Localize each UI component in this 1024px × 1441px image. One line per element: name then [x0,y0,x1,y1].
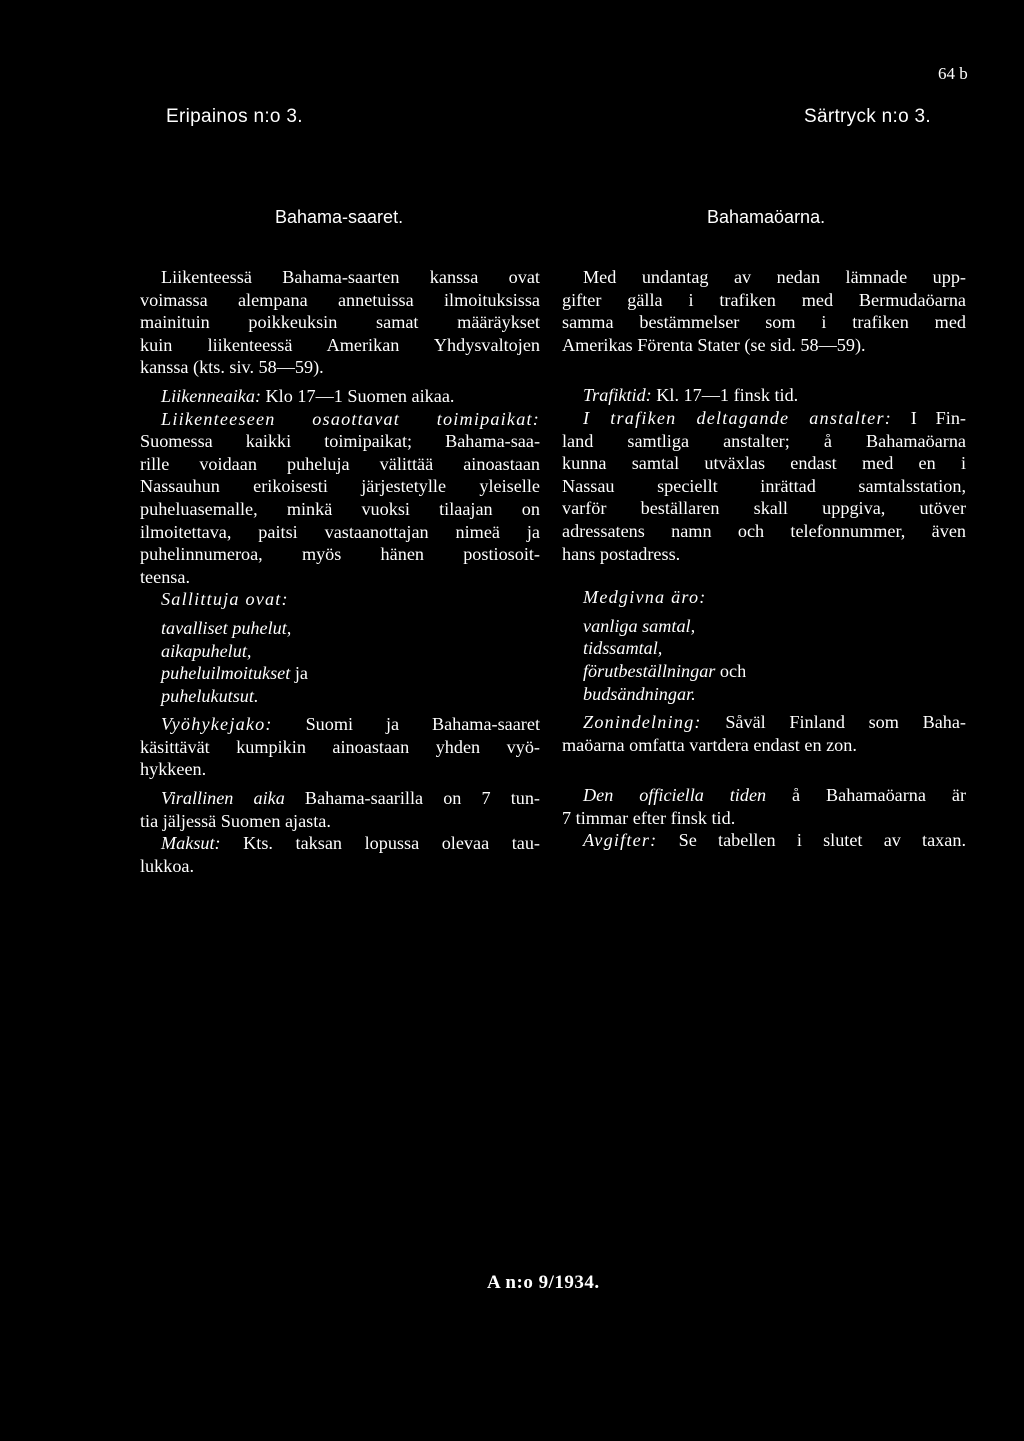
text-line: 7 timmar efter finsk tid. [562,807,736,828]
allowed-item-row [140,662,540,685]
allowed-conjunction: och [715,660,747,681]
text-line: land samtliga anstalter; å Bahamaöarna [562,430,966,451]
text-line: varför beställaren skall uppgiva, utöver [562,498,966,519]
text-line: Suomi ja Bahama-saaret [272,714,540,735]
allowed-list [562,615,966,705]
text-line: Suomessa kaikki toimipaikat; Bahama-saa- [140,431,540,452]
text-line: maöarna omfatta vartdera endast en zon. [562,734,857,755]
text-line: Amerikas Förenta Stater (se sid. 58—59). [562,334,866,355]
text-line: Med undantag av nedan lämnade upp- [583,267,966,287]
section-title-swedish: Bahamaöarna. [707,207,826,227]
allowed-item: tavalliset puhelut, [161,617,292,638]
official-time-paragraph [140,787,540,832]
text-line: tia jäljessä Suomen ajasta. [140,810,331,831]
allowed-item: budsändningar. [583,683,696,704]
text-line: Nassauhun erikoisesti järjestetylle yleiselle [140,476,540,497]
fees-label: Avgifter: [583,830,658,851]
text-line: gifter gälla i trafiken med Bermudaöarna [562,289,966,310]
traffic-time-label: Liikenneaika: [161,385,261,406]
zones-paragraph [562,711,966,756]
allowed-item: tidssamtal, [583,638,663,659]
finnish-column [140,266,540,877]
text-line: mainituin poikkeuksin samat määräykset [140,312,540,333]
official-time-label: Virallinen aika [161,788,285,809]
allowed-item: förutbeställningar [583,660,716,681]
text-line: Se tabellen i slutet av taxan. [657,830,966,851]
text-line: voimassa alempana annetuissa ilmoituksissa [140,289,540,310]
traffic-time-label: Trafiktid: [583,385,652,406]
zones-label: Zonindelning: [583,712,702,733]
official-time-label: Den officiella tiden [583,785,767,806]
offices-paragraph [562,407,966,565]
fees-paragraph [140,832,540,877]
text-line: kunna samtal utväxlas endast med en i [562,453,966,474]
text-line: Kts. taksan lopussa olevaa tau- [220,833,540,854]
allowed-item: vanliga samtal, [583,615,696,636]
text-line: adressatens namn och telefonnummer, även [562,520,966,541]
text-line: Såväl Finland som Baha- [701,712,966,733]
offices-paragraph [140,408,540,589]
allowed-conjunction: ja [290,663,308,684]
text-line: ilmoitettava, paitsi vastaanottajan nimeä ja [140,521,540,542]
text-line: käsittävät kumpikin ainoastaan yhden vyö- [140,736,540,757]
traffic-time-paragraph [562,384,966,407]
offices-label: I trafiken deltagande anstalter: [583,407,892,428]
fees-label: Maksut: [161,833,221,854]
text-line: rille voidaan puheluja välittää ainoastaan [140,453,540,474]
text-line: puhelinnumeroa, myös hänen postiosoit- [140,544,540,565]
text-line: hykkeen. [140,759,207,780]
allowed-label: Medgivna äro: [583,587,707,608]
official-time-paragraph [562,784,966,829]
intro-paragraph [140,266,540,379]
text-line: kanssa (kts. siv. 58—59). [140,357,324,378]
traffic-time-value: Klo 17—1 Suomen aikaa. [261,385,455,406]
traffic-time-value: Kl. 17—1 finsk tid. [651,385,799,406]
fees-paragraph [562,829,966,852]
reprint-label-swedish: Särtryck n:o 3. [804,106,931,127]
document-number: A n:o 9/1934. [487,1272,600,1293]
page-number: 64 b [938,64,968,83]
intro-paragraph [562,266,966,356]
text-line: å Bahamaöarna är [766,785,966,806]
allowed-item: aikapuhelut, [161,640,252,661]
text-line: hans postadress. [562,543,681,564]
allowed-item: puhelukutsut. [161,685,259,706]
text-line: Nassau speciellt inrättad samtalsstation, [562,475,966,496]
reprint-label-finnish: Eripainos n:o 3. [166,106,303,127]
traffic-time-paragraph [140,385,540,408]
zones-label: Vyöhykejako: [161,714,273,735]
zones-paragraph [140,713,540,781]
allowed-item-row [562,660,966,683]
offices-label: Liikenteeseen osaottavat toimipaikat: [161,408,540,429]
text-line: I Fin- [892,407,966,428]
text-line: puheluasemalle, minkä vuoksi tilaajan on [140,498,540,519]
text-line: lukkoa. [140,855,195,876]
text-line: samma bestämmelser som i trafiken med [562,312,966,333]
swedish-column [562,266,966,852]
text-line: kuin liikenteessä Amerikan Yhdysvaltojen [140,334,540,355]
section-title-finnish: Bahama-saaret. [275,207,404,227]
allowed-item: puheluilmoitukset [161,663,291,684]
text-line: Liikenteessä Bahama-saarten kanssa ovat [161,267,540,287]
allowed-list [140,617,540,707]
allowed-label: Sallittuja ovat: [161,589,289,610]
text-line: teensa. [140,566,190,587]
text-line: Bahama-saarilla on 7 tun- [284,788,540,809]
